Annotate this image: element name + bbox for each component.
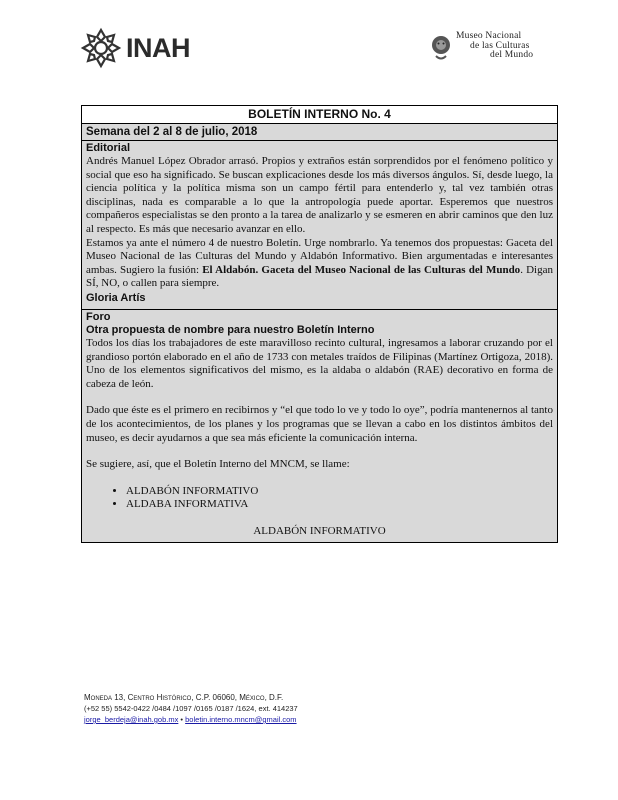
editorial-p2-text: Estamos ya ante el número 4 de nuestro Boletín. Urge nombrarlo. Ya tenemos dos propuestas: Gaceta del Museo Nacional de las Culturas del Mundo y Aldabón Informativo. Bien argumentadas e interesantes ambas. Sugiero la fusión: <box>86 236 553 276</box>
editorial-p2-proposal: El Aldabón. Gaceta del Museo Nacional de las Culturas del Mundo <box>202 263 521 276</box>
footer-separator: • <box>178 715 186 724</box>
footer-phone: (+52 55) 5542-0422 /0484 /1097 /0165 /0187 /1624, ext. 414237 <box>84 704 298 713</box>
foro-section <box>82 310 557 542</box>
name-options-list <box>86 485 553 513</box>
editorial-p2-closing: . Digan SÍ, NO, o callen para siempre. <box>86 263 553 290</box>
editorial-signature: Gloria Artís <box>86 291 146 304</box>
foro-subheading: Otra propuesta de nombre para nuestro Boletín Interno <box>86 323 375 336</box>
editorial-paragraph-1: Andrés Manuel López Obrador arrasó. Propios y extraños están sorprendidos por el fenómeno político y social que eso ha significado. Se buscan explicaciones desde los más diversos ángulos. Sí, desde luego, la ciencia política y la política misma son un campo fértil para entenderlo y, tal vez también otras disciplinas, nada es comparable a lo que la antropología puede aportar. Esperemos que nuestros compañeros especialistas se den pronto a la tarea de analizarlo y se esmeren en abrir caminos que den luz al respecto. Es más que necesario avanzar en ello. <box>86 155 553 235</box>
footer-emails <box>84 714 504 725</box>
email-link-boletin[interactable]: boletin.interno.mncm@gmail.com <box>185 715 297 724</box>
email-link-berdeja[interactable]: jorge_berdeja@inah.gob.mx <box>84 715 179 724</box>
inah-emblem-icon <box>80 27 122 69</box>
final-proposal: ALDABÓN INFORMATIVO <box>253 525 386 538</box>
museo-logo <box>430 32 533 62</box>
bulletin-week: Semana del 2 al 8 de julio, 2018 <box>82 124 557 141</box>
page-header <box>0 0 618 100</box>
bulletin-title: BOLETÍN INTERNO No. 4 <box>82 106 557 124</box>
museo-logo-line: Museo Nacional <box>456 31 522 41</box>
foro-paragraph-3: Se sugiere, así, que el Boletín Interno del MNCM, se llame: <box>86 458 350 471</box>
museo-logo-text <box>456 32 533 61</box>
museo-logo-line: de las Culturas <box>470 40 530 51</box>
inah-logo-text: INAH <box>126 32 190 63</box>
bulletin-table <box>81 105 558 543</box>
list-item: • ALDABÓN INFORMATIVO <box>126 485 553 499</box>
footer-address: Moneda 13, Centro Histórico, C.P. 06060, México, D.F. <box>84 693 284 702</box>
editorial-paragraph-2 <box>86 237 553 291</box>
foro-paragraph-2: Dado que éste es el primero en recibirnos y “el que todo lo ve y todo lo oye”, podría mantenernos al tanto de los acontecimientos, de los planes y los programas que se llevan a cabo en los distintos ámbitos del museo, es decir ayudarnos a que sea más eficiente la comunicación interna. <box>86 404 553 444</box>
museo-logo-line: del Mundo <box>490 50 534 60</box>
editorial-heading: Editorial <box>86 142 131 154</box>
foro-paragraph-1: Todos los días los trabajadores de este maravilloso recinto cultural, ingresamos a laborar cruzando por el grandioso portón elaborado en el año de 1733 con metales traídos de Filipinas (Martínez Ortigoza, 2018). Uno de los elementos significativos del mismo, es la aldaba o aldabón (RAE) decorativo en forma de cabeza de león. <box>86 336 553 390</box>
list-item: • ALDABA INFORMATIVA <box>126 498 553 512</box>
inah-logo <box>80 26 190 70</box>
foro-heading: Foro <box>86 310 111 323</box>
page-footer <box>84 692 504 725</box>
editorial-section <box>82 141 557 310</box>
museo-lion-emblem-icon <box>430 32 452 62</box>
